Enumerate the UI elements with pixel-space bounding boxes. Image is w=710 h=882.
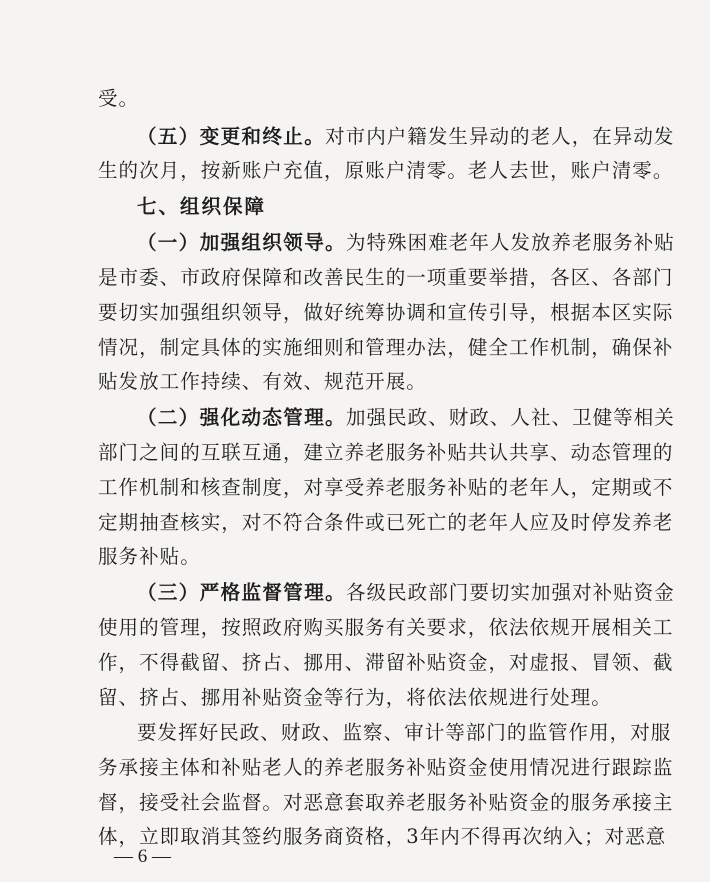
sub-heading: （三）严格监督管理。: [137, 581, 347, 604]
text-line: （一）加强组织领导。为特殊困难老年人发放养老服务补贴: [137, 231, 675, 254]
text-line: 要切实加强组织领导，做好统筹协调和宣传引导，根据本区实际: [98, 301, 674, 324]
text-line: 定期抽查核实，对不符合条件或已死亡的老年人应及时停发养老: [98, 511, 674, 534]
sub-heading: （一）加强组织领导。: [137, 231, 347, 254]
text-line: （二）强化动态管理。加强民政、财政、人社、卫健等相关: [137, 406, 675, 429]
sub-heading: （二）强化动态管理。: [137, 406, 347, 429]
text-line: 务承接主体和补贴老人的养老服务补贴资金使用情况进行跟踪监: [98, 756, 674, 779]
section-heading: 七、组织保障: [137, 195, 267, 218]
sub-heading: （五）变更和终止。: [137, 125, 326, 148]
text-line: （三）严格监督管理。各级民政部门要切实加强对补贴资金: [137, 581, 675, 604]
text-line: 生的次月，按新账户充值，原账户清零。老人去世，账户清零。: [98, 159, 674, 182]
text-line: 部门之间的互联互通，建立养老服务补贴共认共享、动态管理的: [98, 441, 674, 464]
text-line: 使用的管理，按照政府购买服务有关要求，依法依规开展相关工: [98, 616, 674, 639]
text-line: 是市委、市政府保障和改善民生的一项重要举措，各区、各部门: [98, 266, 674, 289]
text-line: 服务补贴。: [98, 545, 201, 568]
text-line: 留、挤占、挪用补贴资金等行为，将依法依规进行处理。: [98, 686, 612, 709]
text-line: 情况，制定具体的实施细则和管理办法，健全工作机制，确保补: [98, 336, 674, 359]
text-line: 要发挥好民政、财政、监察、审计等部门的监管作用，对服: [137, 721, 672, 744]
text-line: 工作机制和核查制度，对享受养老服务补贴的老年人，定期或不: [98, 476, 674, 499]
text-line: 作，不得截留、挤占、挪用、滞留补贴资金，对虚报、冒领、截: [98, 651, 674, 674]
text-line: 体，立即取消其签约服务商资格，3年内不得再次纳入；对恶意: [98, 825, 667, 848]
page-number: — 6 —: [114, 846, 171, 867]
text-line: 督，接受社会监督。对恶意套取养老服务补贴资金的服务承接主: [98, 791, 674, 814]
text-line: （五）变更和终止。对市内户籍发生异动的老人，在异动发: [137, 125, 675, 148]
text-line: 贴发放工作持续、有效、规范开展。: [98, 370, 427, 393]
text-line: 受。: [98, 87, 140, 110]
